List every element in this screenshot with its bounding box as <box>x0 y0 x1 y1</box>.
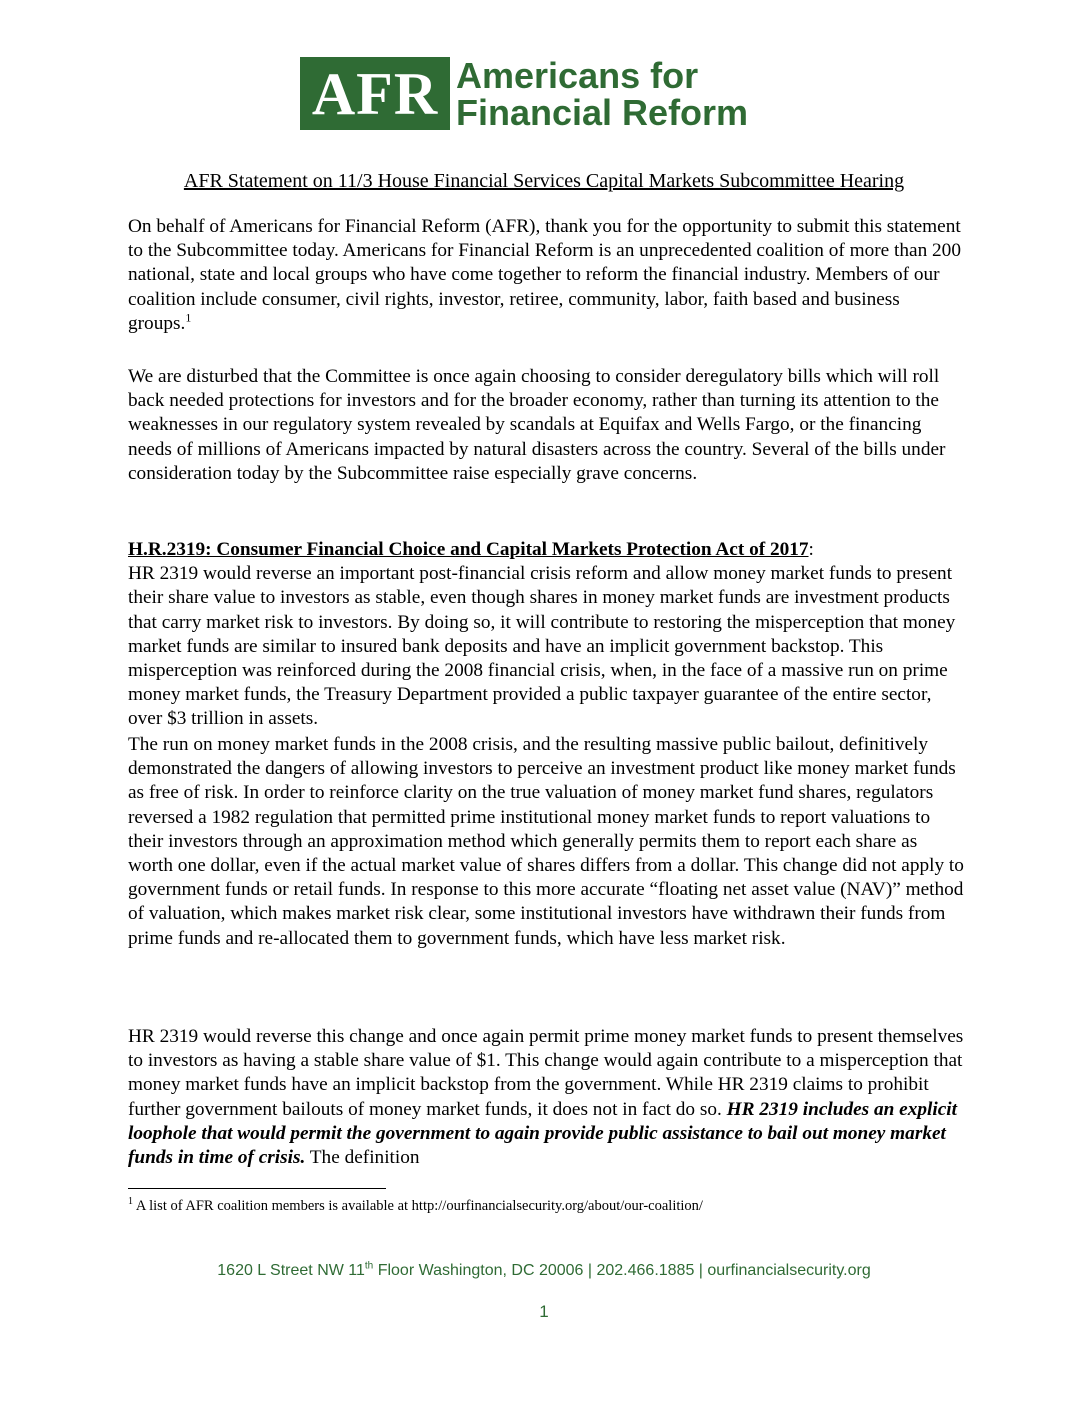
paragraph-loophole-text-a: HR 2319 would reverse this change and once again permit prime money market funds to present themselves to investors as having a stable share value of $1. This change would again contribute to a misperception that money market funds have an implicit backstop from the government. While HR 2319 claims to prohibit further government bailouts of money market funds, it does not in fact do so. <box>128 1026 964 1120</box>
footer-address-sup: th <box>364 1260 374 1272</box>
footer-address-a: 1620 L Street NW 11 <box>217 1262 365 1279</box>
footnote-text: A list of AFR coalition members is available at http://ourfinancialsecurity.org/about/our-coalition/ <box>133 1198 703 1214</box>
logo-name-line-2: Financial Reform <box>456 92 749 133</box>
footer-address-b: Floor Washington, DC 20006 | 202.466.1885 | ourfinancialsecurity.org <box>373 1262 871 1279</box>
page-number: 1 <box>539 1302 549 1321</box>
paragraph-loophole-text-b: The definition <box>305 1147 420 1169</box>
logo-organization-name <box>456 57 748 131</box>
logo-abbreviation: AFR <box>311 61 439 127</box>
afr-logo <box>300 57 800 132</box>
paragraph-intro-text: On behalf of Americans for Financial Reform (AFR), thank you for the opportunity to submit this statement to the Subcommittee today. Americans for Financial Reform is an unprecedented coalition of more than 200 national, state and local groups who have come together to reform the financial industry. Members of our coalition include consumer, civil rights, investor, retiree, community, labor, faith based and business groups. <box>128 216 961 334</box>
footnote-reference: 1 <box>185 310 192 325</box>
footnote-marker: 1 <box>128 1196 133 1208</box>
footnote-divider <box>128 1188 386 1189</box>
section-heading-colon: : <box>808 539 814 560</box>
loophole-emphasis: HR 2319 includes an explicit loophole that would permit the government to again provide public assistance to bail out money market funds in time of crisis. <box>128 1098 957 1169</box>
paragraph-2008-crisis: The run on money market funds in the 2008 crisis, and the resulting massive public bailout, definitively demonstrated the dangers of allowing investors to perceive an investment product like money market funds as free of risk. In order to reinforce clarity on the true valuation of money market fund shares, regulators reversed a 1982 regulation that permitted prime institutional money market funds to report valuations to their investors through an approximation method which generally permits them to report each share as worth one dollar, even if the actual market value of shares differs from a dollar. This change did not apply to government funds or retail funds. In response to this more accurate “floating net asset value (NAV)” method of valuation, which makes market risk clear, some institutional investors have withdrawn their funds from prime funds and re-allocated them to government funds, which have less market risk. <box>128 734 964 949</box>
logo-name-line-1: Americans for <box>456 55 699 96</box>
paragraph-hr2319-summary <box>128 538 964 732</box>
paragraph-intro <box>128 215 964 336</box>
footer-address <box>0 1262 1088 1280</box>
footnote <box>128 1198 703 1215</box>
paragraph-loophole <box>128 1025 964 1170</box>
paragraph-concerns: We are disturbed that the Committee is once again choosing to consider deregulatory bills which will roll back needed protections for investors and for the broader economy, rather than turning its attention to the weaknesses in our regulatory system revealed by scandals at Equifax and Wells Fargo, or the financing needs of millions of Americans impacted by natural disasters across the country. Several of the bills under consideration today by the Subcommittee raise especially grave concerns. <box>128 366 946 484</box>
logo-mark <box>300 57 450 130</box>
document-title: AFR Statement on 11/3 House Financial Services Capital Markets Subcommittee Hearing <box>183 170 905 192</box>
section-heading-hr2319: H.R.2319: Consumer Financial Choice and Capital Markets Protection Act of 2017 <box>128 539 809 560</box>
paragraph-hr2319-text: HR 2319 would reverse an important post-financial crisis reform and allow money market funds to present their share value to investors as stable, even though shares in money market funds are investment products that carry market risk to investors. By doing so, it will contribute to restoring the misperception that money market funds are similar to insured bank deposits and have an implicit government backstop. This misperception was reinforced during the 2008 financial crisis, when, in the face of a massive run on prime money market funds, the Treasury Department provided a public taxpayer guarantee of the entire sector, over $3 trillion in assets. <box>128 563 956 730</box>
